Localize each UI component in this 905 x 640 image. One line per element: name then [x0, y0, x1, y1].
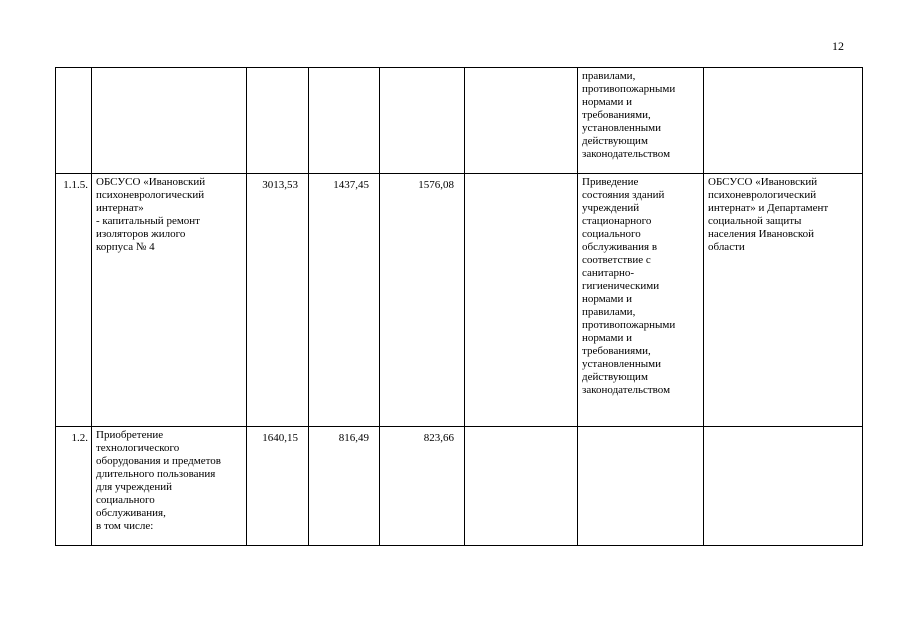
cell-text-line: в том числе:	[96, 520, 154, 532]
row-year2-cell: 823,66	[380, 427, 465, 546]
cell-text-line: психоневрологический	[708, 189, 817, 201]
cell-text-line: соответствие с	[582, 254, 651, 266]
row-result-cell	[578, 427, 704, 546]
table-row	[56, 427, 863, 546]
row-total-cell: 3013,53	[247, 174, 309, 427]
row-index-cell: 1.2.	[56, 427, 92, 546]
row-year1-cell: 1437,45	[309, 174, 380, 427]
cell-text-line: области	[708, 241, 745, 253]
row-extra-cell	[465, 427, 578, 546]
row-result-cell	[578, 68, 704, 174]
cell-text-line: требованиями,	[582, 109, 651, 121]
cell-text-line: корпуса № 4	[96, 241, 155, 253]
cell-text-line: ОБСУСО «Ивановский	[96, 176, 206, 188]
row-name-cell	[92, 427, 247, 546]
cell-text-line: технологического	[96, 442, 180, 454]
cell-text-line: действующим	[582, 371, 648, 383]
cell-text-line: установленными	[582, 358, 662, 370]
page-number: 12	[832, 39, 844, 53]
row-name-cell	[92, 68, 247, 174]
cell-text-line: социального	[96, 494, 155, 506]
cell-text-line: длительного пользования	[96, 468, 216, 480]
row-total-cell	[247, 68, 309, 174]
cell-text-line: интернат» и Департамент	[708, 202, 829, 214]
cell-text-line: ОБСУСО «Ивановский	[708, 176, 818, 188]
cell-text-line: изоляторов жилого	[96, 228, 186, 240]
cell-text-line: оборудования и предметов	[96, 455, 221, 467]
cell-text-line: нормами и	[582, 293, 632, 305]
cell-text-line: противопожарными	[582, 319, 676, 331]
row-executor-cell	[704, 68, 863, 174]
cell-text-line: нормами и	[582, 96, 632, 108]
cell-text-line: стационарного	[582, 215, 652, 227]
row-year2-cell: 1576,08	[380, 174, 465, 427]
cell-text-line: гигиеническими	[582, 280, 660, 292]
cell-text-line: социального	[582, 228, 641, 240]
cell-text-line: действующим	[582, 135, 648, 147]
cell-text-line: установленными	[582, 122, 662, 134]
cell-text-line: Приобретение	[96, 429, 164, 441]
row-year2-cell	[380, 68, 465, 174]
cell-text-line: психоневрологический	[96, 189, 205, 201]
cell-text-line: населения Ивановской	[708, 228, 815, 240]
row-name-cell	[92, 174, 247, 427]
row-extra-cell	[465, 174, 578, 427]
table-row	[56, 174, 863, 427]
cell-text-line: интернат»	[96, 202, 144, 214]
cell-text-line: законодательством	[582, 148, 671, 160]
cell-text-line: правилами,	[582, 306, 636, 318]
cell-text-line: учреждений	[582, 202, 640, 214]
cell-text-line: законодательством	[582, 384, 671, 396]
cell-text-line: противопожарными	[582, 83, 676, 95]
cell-text-line: обслуживания,	[96, 507, 166, 519]
row-index-cell: 1.1.5.	[56, 174, 92, 427]
row-index-cell	[56, 68, 92, 174]
program-table	[55, 67, 863, 546]
cell-text-line: - капитальный ремонт	[96, 215, 200, 227]
cell-text-line: для учреждений	[96, 481, 173, 493]
cell-text-line: санитарно-	[582, 267, 635, 279]
row-year1-cell	[309, 68, 380, 174]
cell-text-line: обслуживания в	[582, 241, 658, 253]
cell-text-line: требованиями,	[582, 345, 651, 357]
cell-text-line: состояния зданий	[582, 189, 665, 201]
row-total-cell: 1640,15	[247, 427, 309, 546]
row-year1-cell: 816,49	[309, 427, 380, 546]
cell-text-line: Приведение	[582, 176, 639, 188]
row-executor-cell	[704, 427, 863, 546]
row-executor-cell	[704, 174, 863, 427]
cell-text-line: нормами и	[582, 332, 632, 344]
table-row	[56, 68, 863, 174]
cell-text-line: социальной защиты	[708, 215, 802, 227]
row-result-cell	[578, 174, 704, 427]
cell-text-line: правилами,	[582, 70, 636, 82]
row-extra-cell	[465, 68, 578, 174]
